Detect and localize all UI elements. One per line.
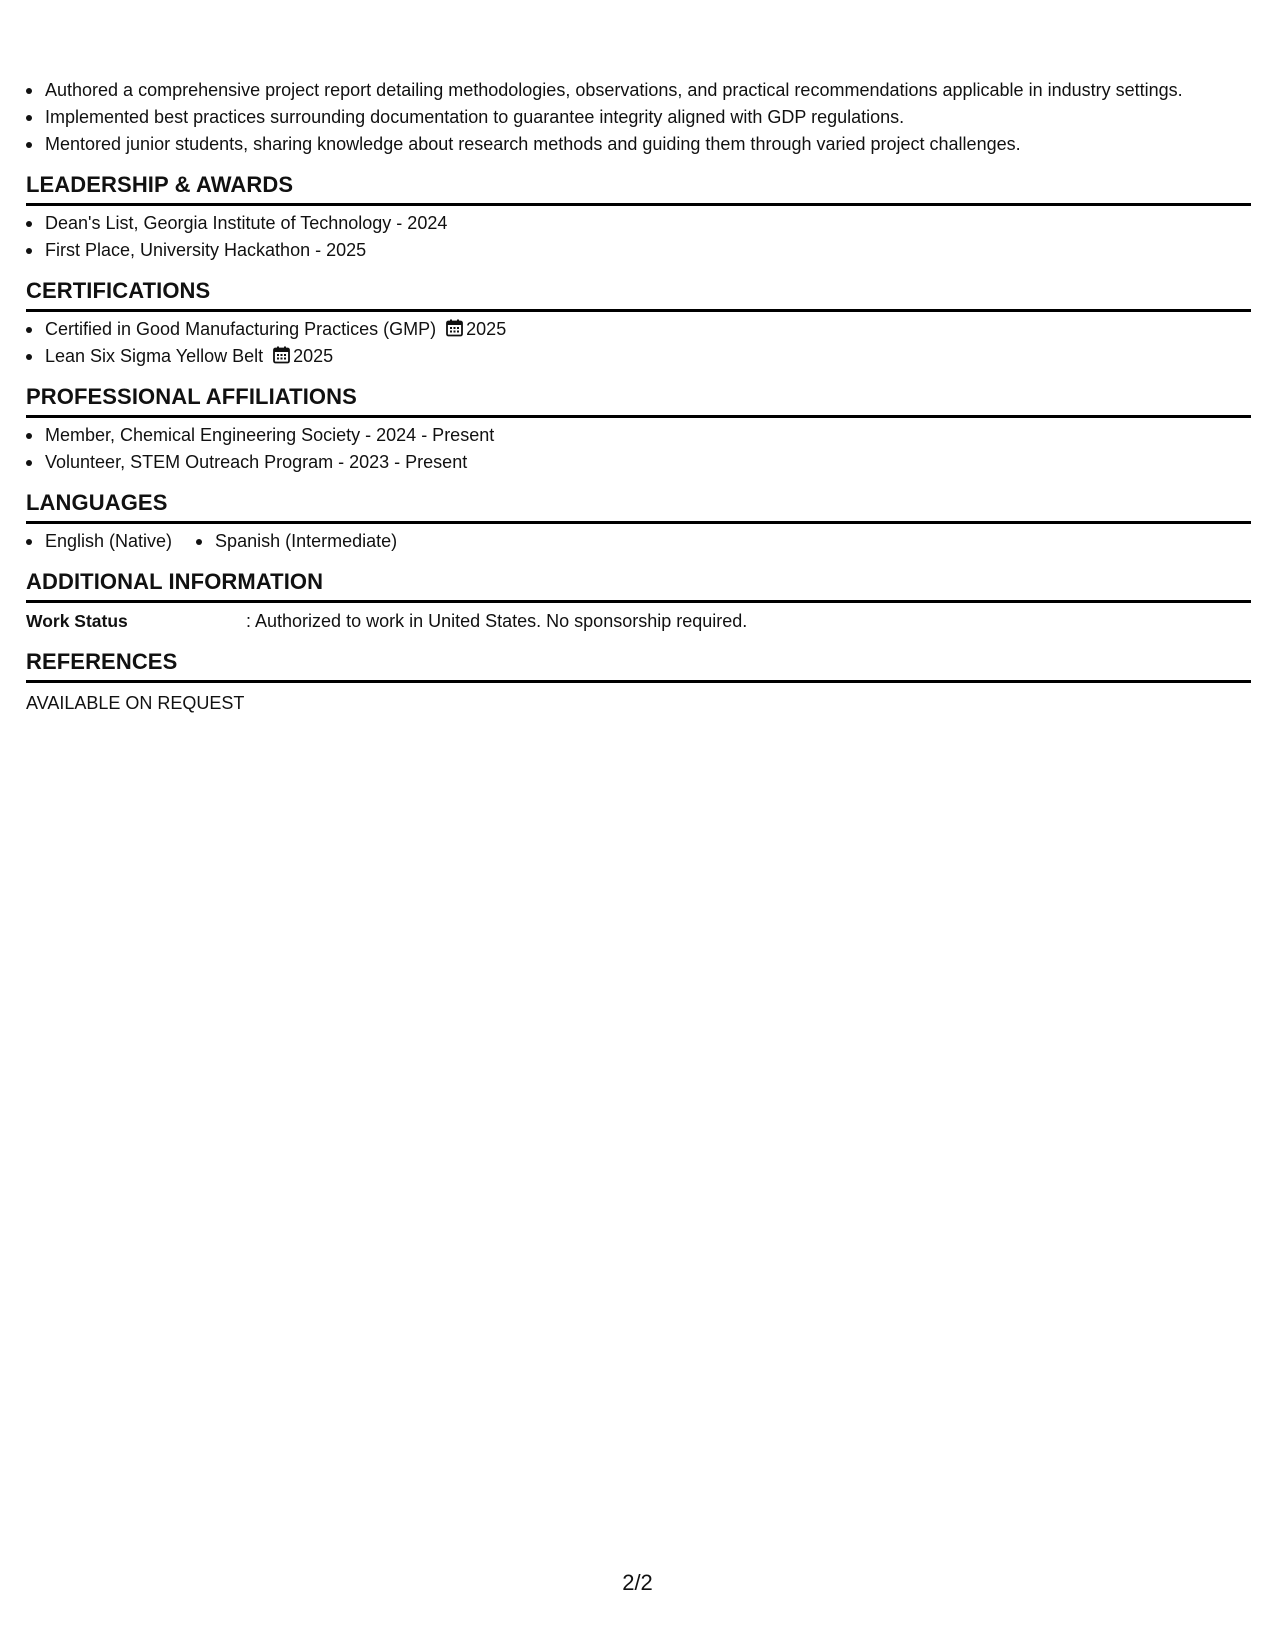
section-title-languages: LANGUAGES xyxy=(26,489,1251,524)
page-number: 2/2 xyxy=(622,1570,653,1595)
list-item xyxy=(26,316,1251,343)
affiliations-list xyxy=(26,422,1251,476)
list-item: Mentored junior students, sharing knowledge about research methods and guiding them through varied project challenges. xyxy=(26,131,1251,158)
certification-year: 2025 xyxy=(293,346,334,366)
certifications-section xyxy=(26,277,1251,370)
section-title-references: REFERENCES xyxy=(26,648,1251,683)
additional-info-section xyxy=(26,568,1251,635)
resume-page xyxy=(26,77,1251,719)
list-item: Volunteer, STEM Outreach Program - 2023 - Present xyxy=(26,449,1251,476)
list-item: Dean's List, Georgia Institute of Technology - 2024 xyxy=(26,210,1251,237)
list-item: Spanish (Intermediate) xyxy=(196,528,397,555)
references-text: AVAILABLE ON REQUEST xyxy=(26,693,245,713)
work-status-value: : Authorized to work in United States. No sponsorship required. xyxy=(246,611,748,631)
section-title-additional-info: ADDITIONAL INFORMATION xyxy=(26,568,1251,603)
references-section xyxy=(26,648,1251,719)
calendar-icon xyxy=(273,346,290,364)
list-item: English (Native) xyxy=(26,528,172,555)
list-item: Implemented best practices surrounding documentation to guarantee integrity aligned with GDP regulations. xyxy=(26,104,1251,131)
languages-section xyxy=(26,489,1251,555)
certification-name: Certified in Good Manufacturing Practices (GMP) xyxy=(45,319,437,339)
work-status-row xyxy=(26,607,1251,635)
section-title-affiliations: PROFESSIONAL AFFILIATIONS xyxy=(26,383,1251,418)
affiliations-section xyxy=(26,383,1251,476)
list-item: First Place, University Hackathon - 2025 xyxy=(26,237,1251,264)
languages-list xyxy=(26,528,1251,555)
certification-name: Lean Six Sigma Yellow Belt xyxy=(45,346,264,366)
calendar-icon xyxy=(446,319,463,337)
list-item xyxy=(26,343,1251,370)
certifications-list xyxy=(26,316,1251,370)
certification-year: 2025 xyxy=(466,319,507,339)
section-title-certifications: CERTIFICATIONS xyxy=(26,277,1251,312)
leadership-list xyxy=(26,210,1251,264)
leadership-section xyxy=(26,171,1251,264)
list-item: Member, Chemical Engineering Society - 2024 - Present xyxy=(26,422,1251,449)
work-status-label: Work Status xyxy=(26,611,128,631)
experience-bullet-list xyxy=(26,77,1251,158)
section-title-leadership: LEADERSHIP & AWARDS xyxy=(26,171,1251,206)
list-item: Authored a comprehensive project report detailing methodologies, observations, and practical recommendations applicable in industry settings. xyxy=(26,77,1251,104)
